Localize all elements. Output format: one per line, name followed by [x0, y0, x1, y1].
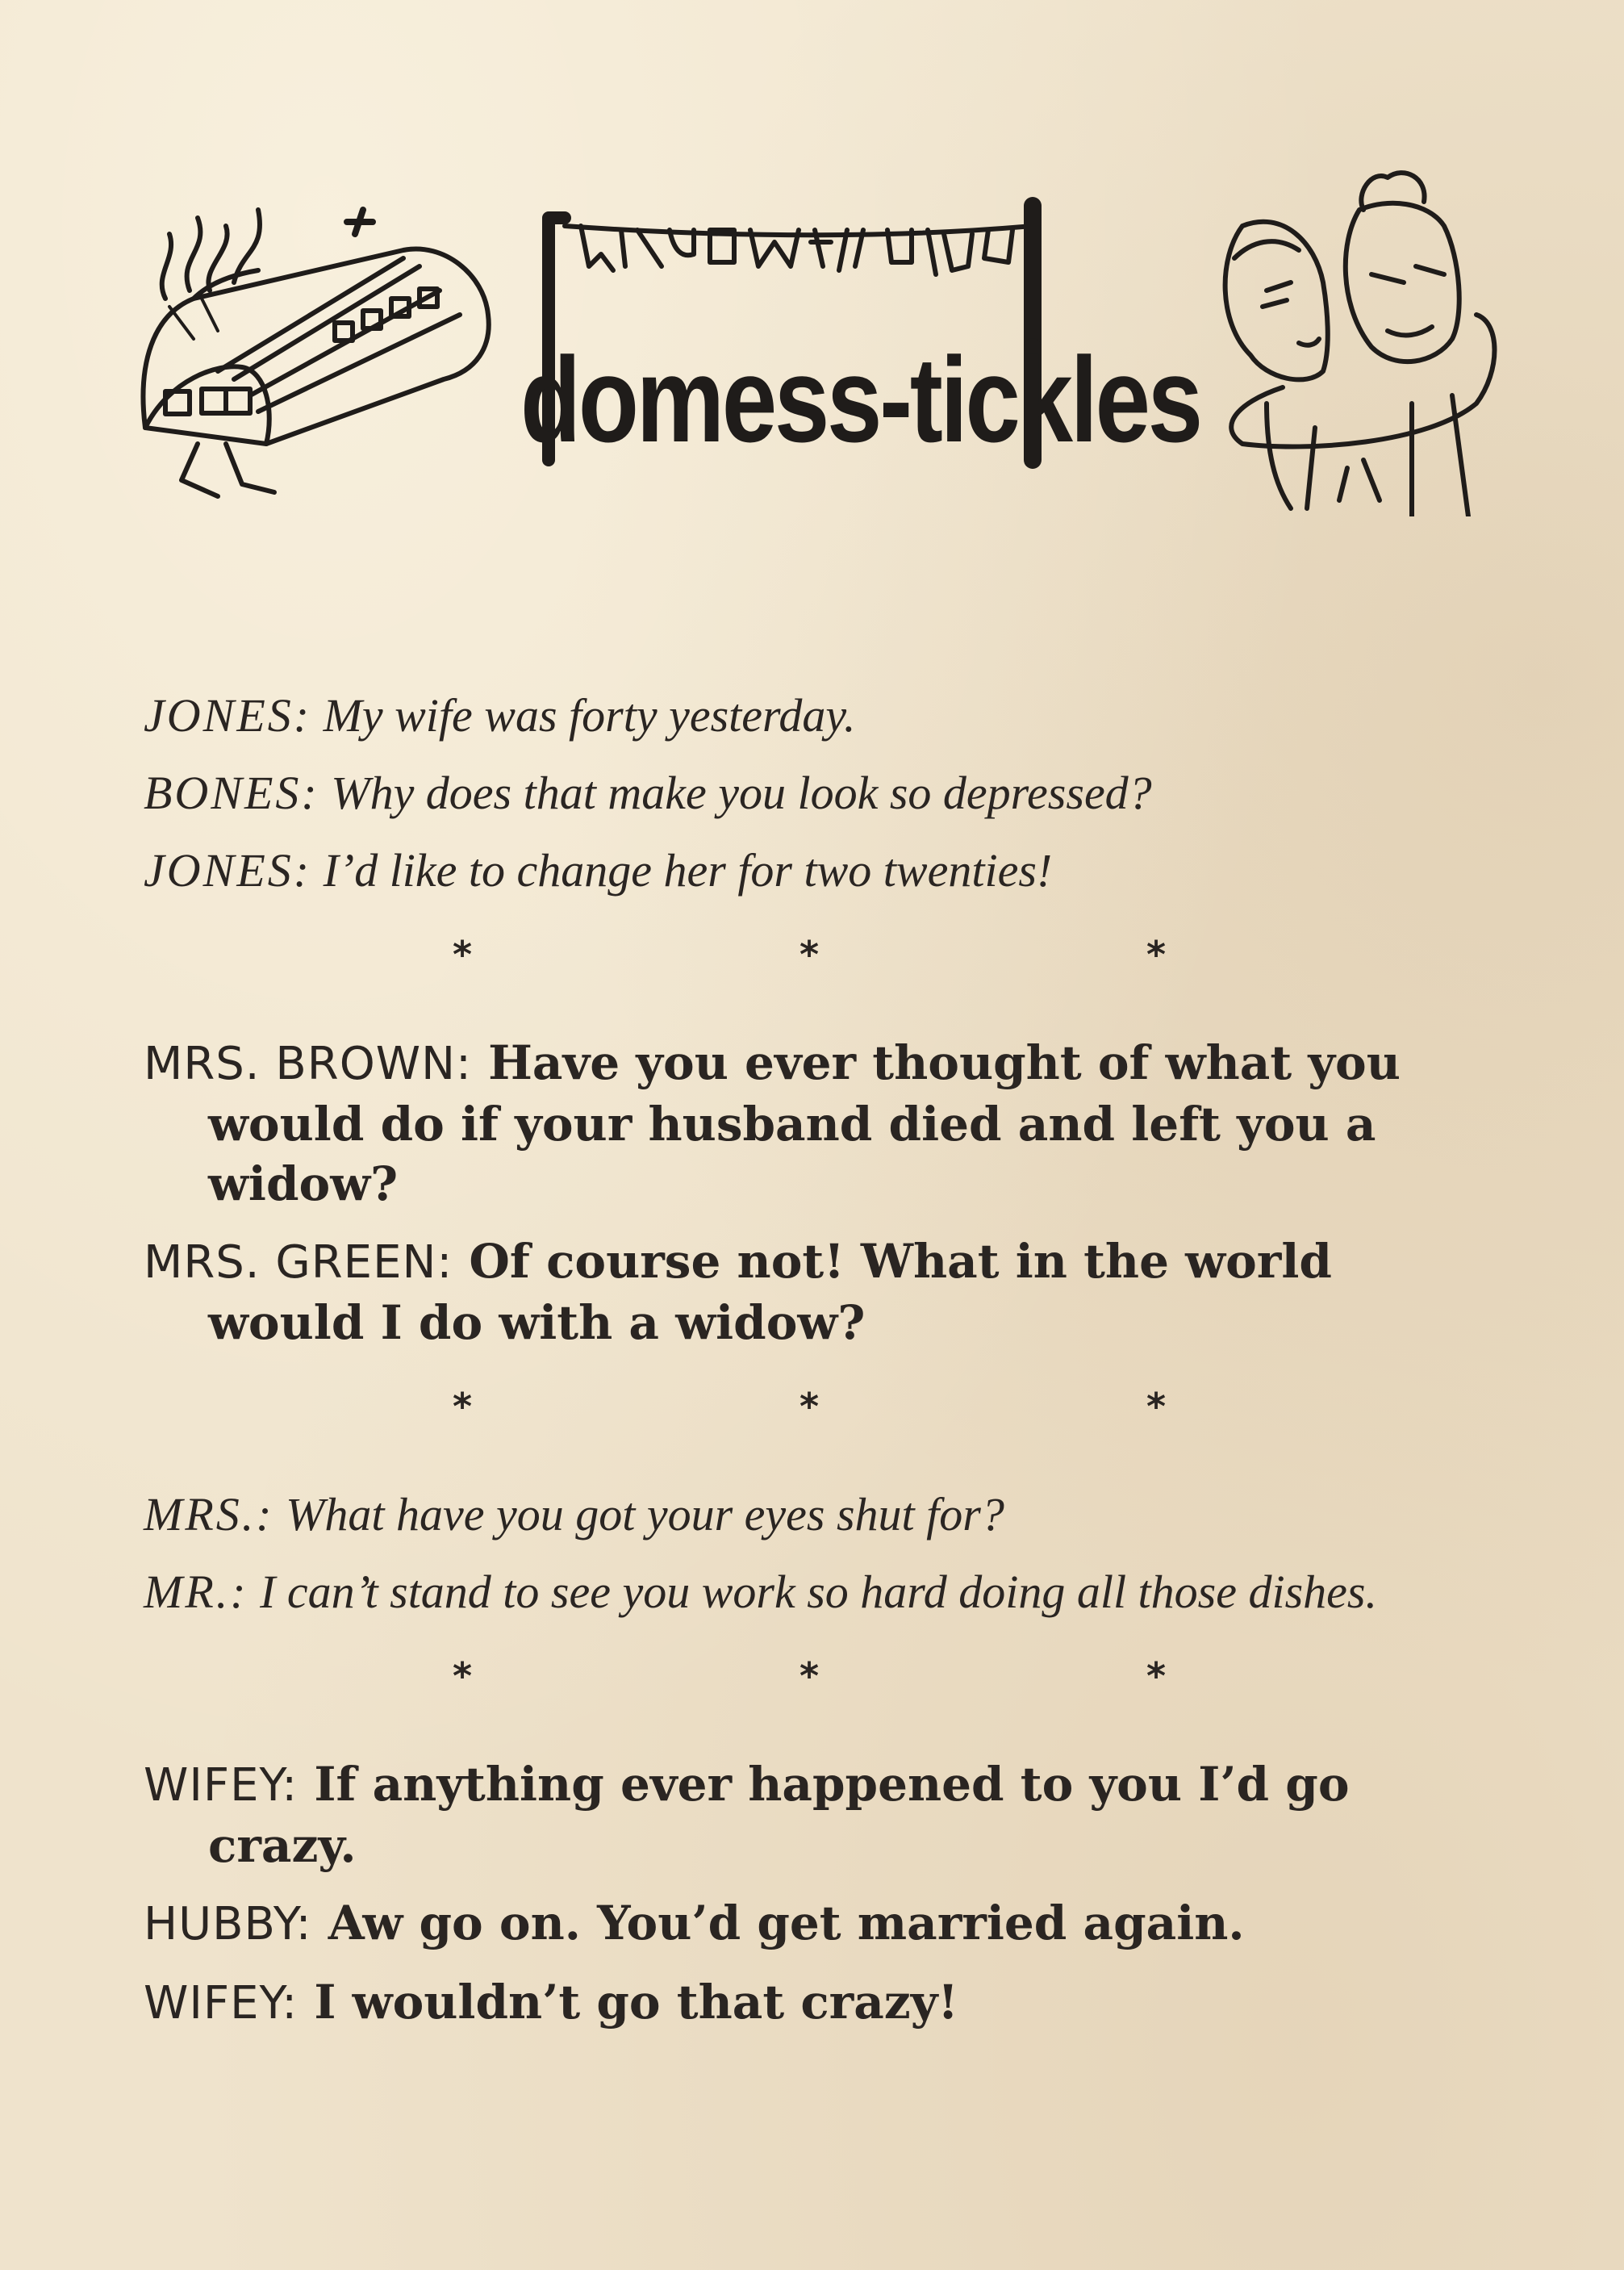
separator: [438, 933, 1180, 976]
dialogue-text: Of course not! What in the world would I do with a widow?: [208, 1234, 1332, 1350]
dialogue-text: I’d like to change her for two twenties!: [323, 844, 1053, 897]
speaker: MRS.:: [144, 1488, 274, 1541]
dialogue-line: [144, 1485, 1483, 1545]
dialogue-text: Aw go on. You’d get married again.: [328, 1896, 1245, 1950]
header: [121, 161, 1509, 516]
dialogue-line: [144, 686, 1483, 746]
separator-asterisk: *: [1146, 1654, 1167, 1698]
separator-asterisk: *: [452, 1385, 473, 1428]
page-title: domess-tickles: [520, 332, 1200, 467]
speaker: MR.:: [144, 1566, 248, 1618]
dialogue-line: [144, 1972, 1483, 2034]
separator-asterisk: *: [452, 933, 473, 976]
dialogue-text: I wouldn’t go that crazy!: [314, 1975, 958, 2030]
dialogue-line: [144, 763, 1483, 823]
separator-asterisk: *: [799, 1385, 820, 1428]
speaker: BONES:: [144, 767, 319, 819]
couple-illustration: [1186, 161, 1509, 516]
dialogue-text: Why does that make you look so depressed?: [331, 767, 1152, 819]
dialogue-line: [144, 1893, 1483, 1954]
dialogue-text: I can’t stand to see you work so hard doing all those dishes.: [260, 1566, 1377, 1618]
dialogue-line: [144, 1562, 1483, 1622]
speaker: WIFEY:: [144, 1759, 298, 1812]
dialogue-text: Have you ever thought of what you would do if your husband died and left you a widow?: [208, 1035, 1401, 1211]
dialogue-line: [144, 1754, 1483, 1875]
separator-asterisk: *: [1146, 933, 1167, 976]
separator: [438, 1654, 1180, 1698]
speaker: WIFEY:: [144, 1977, 298, 2030]
quonset-hut-illustration: [121, 178, 508, 500]
separator-asterisk: *: [452, 1654, 473, 1698]
speaker: MRS. BROWN:: [144, 1038, 472, 1090]
joke-jones-bones: [144, 686, 1483, 901]
dialogue-line: [144, 1231, 1483, 1352]
dialogue-line: [144, 841, 1483, 901]
speaker: MRS. GREEN:: [144, 1236, 453, 1289]
separator-asterisk: *: [799, 1654, 820, 1698]
dialogue-text: My wife was forty yesterday.: [323, 689, 856, 742]
joke-mrs-mr: [144, 1485, 1483, 1622]
speaker: JONES:: [144, 844, 312, 897]
dialogue-text: If anything ever happened to you I’d go crazy.: [208, 1757, 1350, 1873]
separator-asterisk: *: [799, 933, 820, 976]
speaker: HUBBY:: [144, 1898, 312, 1950]
dialogue-text: What have you got your eyes shut for?: [286, 1488, 1004, 1541]
speaker: JONES:: [144, 689, 312, 742]
dialogue-line: [144, 1033, 1483, 1214]
separator: [438, 1385, 1180, 1428]
joke-list: [144, 686, 1483, 2051]
joke-brown-green: [144, 1033, 1483, 1352]
separator-asterisk: *: [1146, 1385, 1167, 1428]
joke-wifey-hubby: [144, 1754, 1483, 2034]
